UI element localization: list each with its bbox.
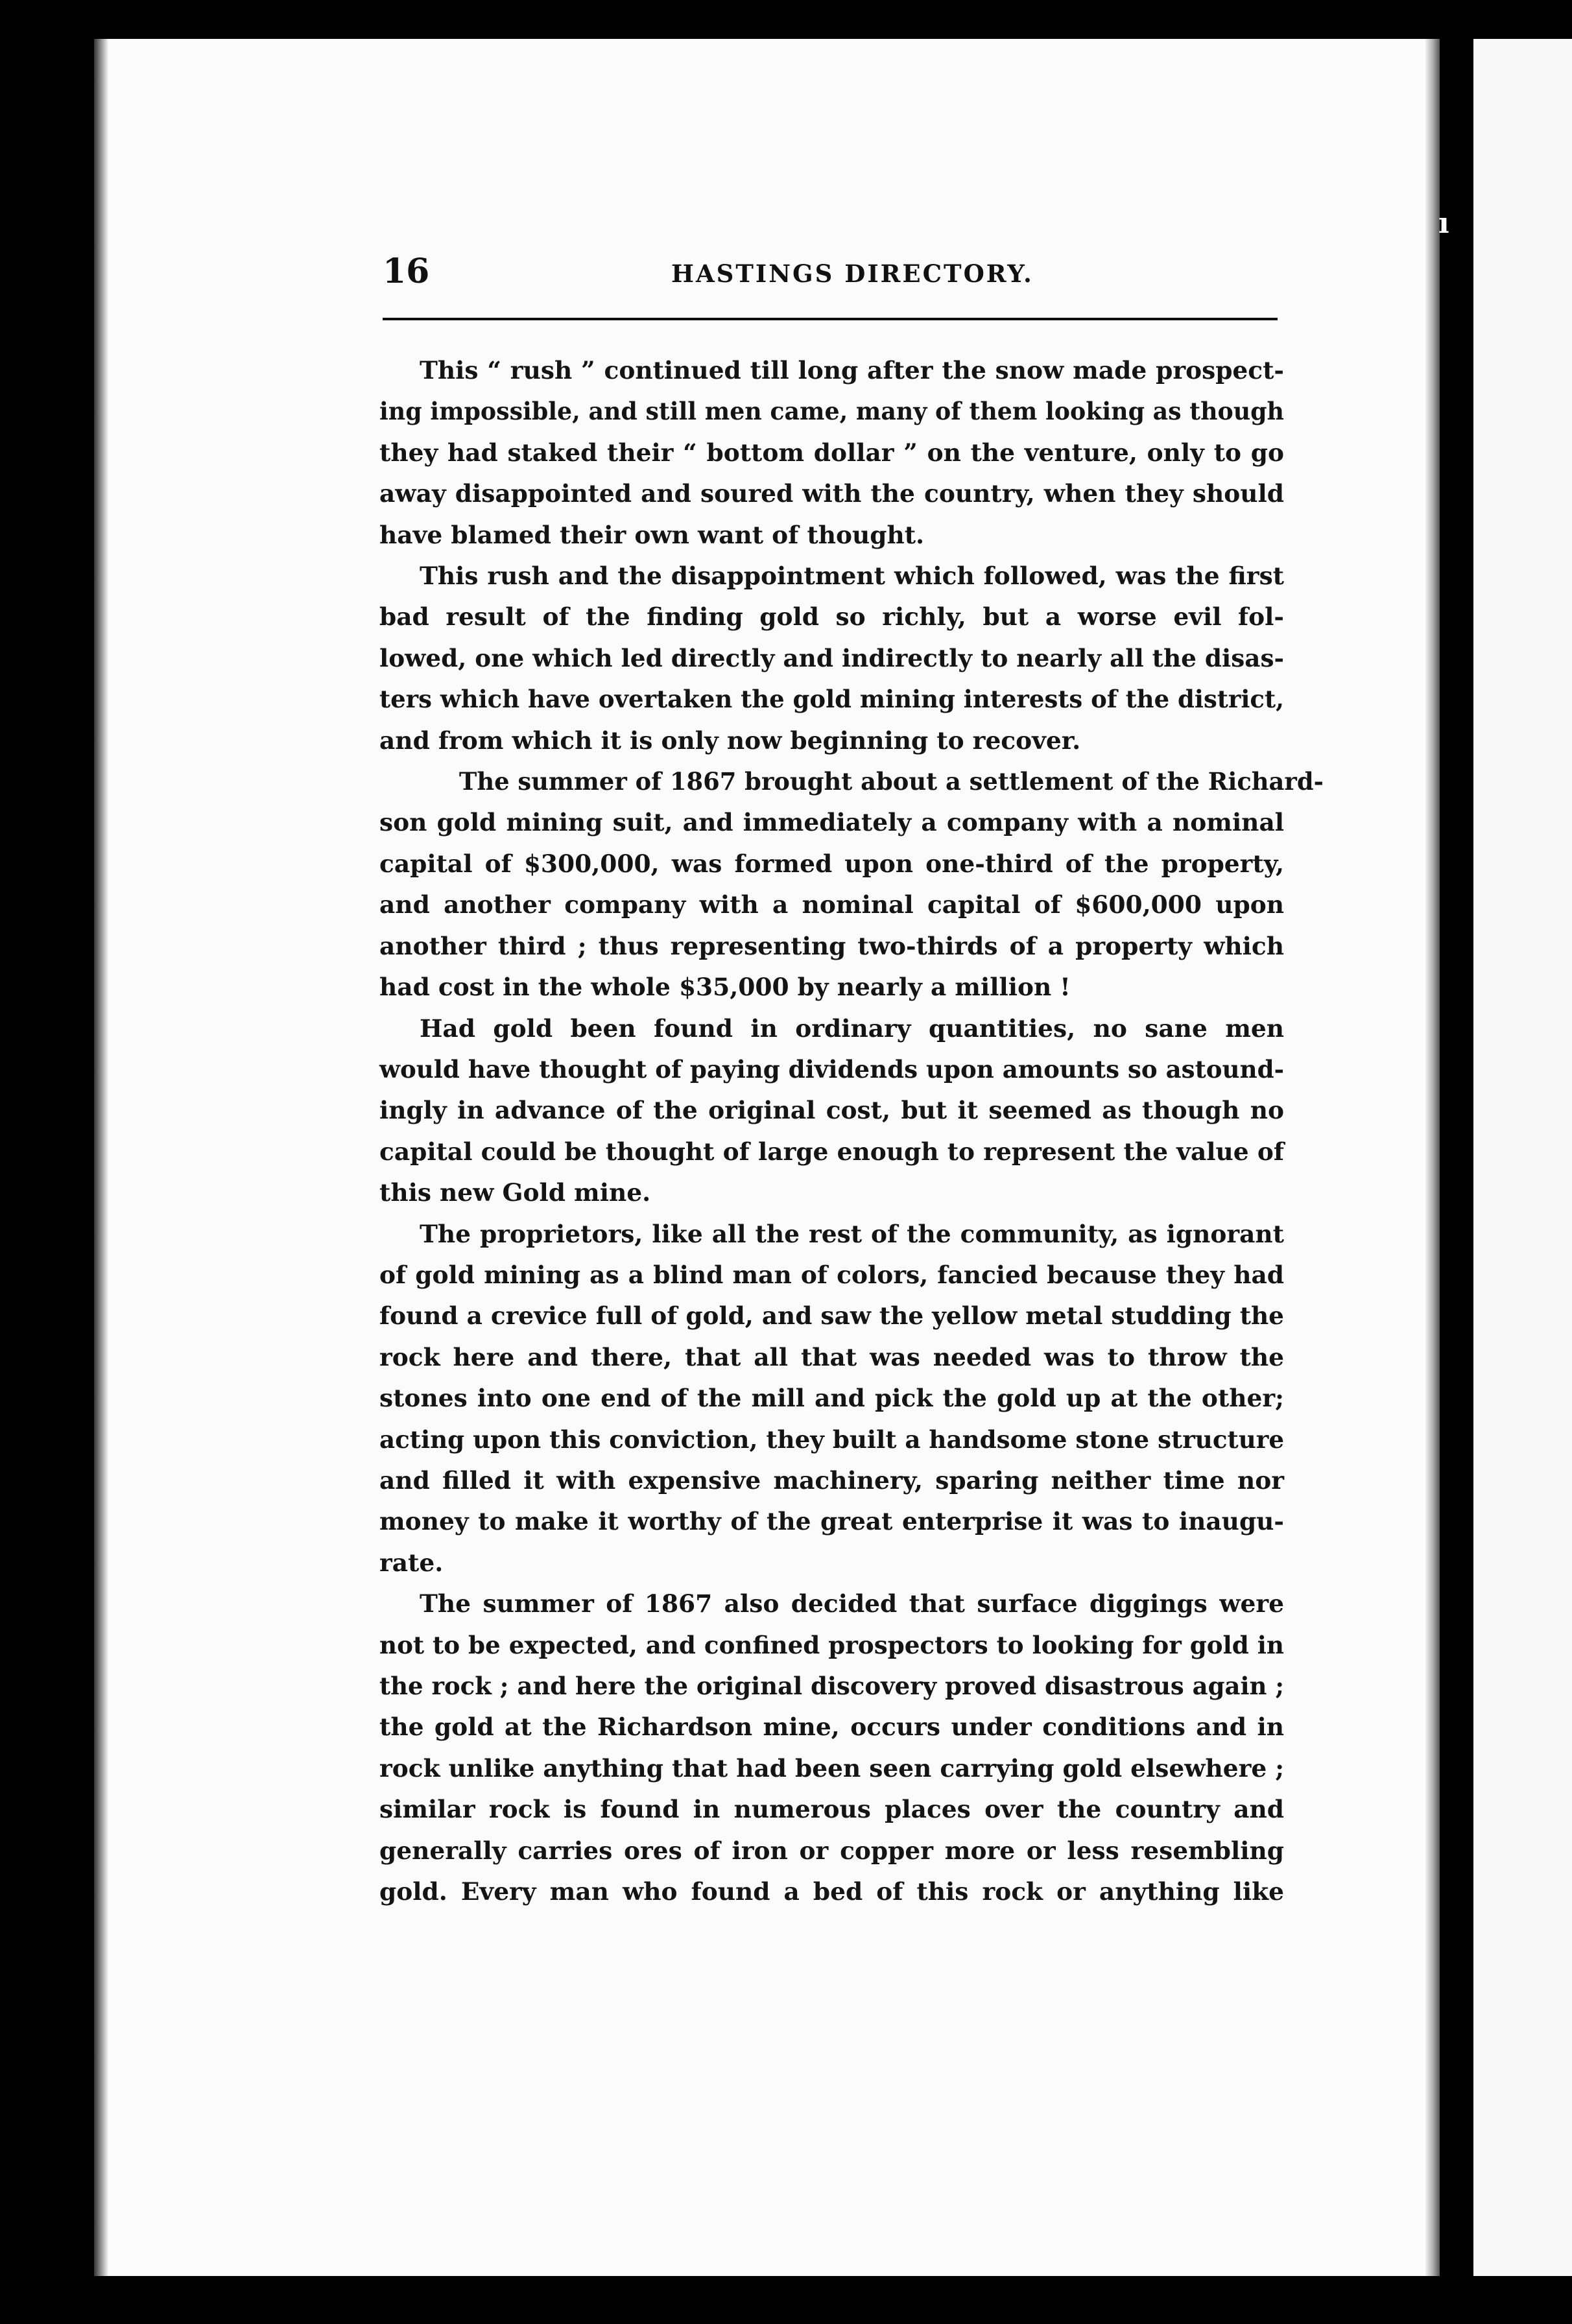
header-rule [383,318,1278,320]
text-line: son gold mining suit, and immediately a company with a nominal [379,808,1284,837]
body-text [379,350,1324,1912]
text-line: lowed, one which led directly and indirectly to nearly all the disas- [379,643,1285,672]
text-line: ing impossible, and still men came, many of them looking as though [379,397,1284,426]
text-line: would have thought of paying dividends upon amounts so astound- [379,1054,1285,1084]
text-line: capital could be thought of large enough to represent the value of [379,1137,1284,1166]
page-header [383,249,1278,294]
text-line: away disappointed and soured with the country, when they should [379,479,1284,508]
paragraph [379,1214,1284,1584]
text-line: not to be expected, and confined prospectors to looking for gold in [379,1630,1284,1659]
text-line: ters which have overtaken the gold mining interests of the district, [379,685,1284,714]
text-line: acting upon this conviction, they built a handsome stone structure [379,1425,1285,1454]
adjacent-page-mark: ı [1438,207,1449,240]
adjacent-page-strip [1473,39,1572,2276]
text-line: rock here and there, that all that was needed was to throw the [379,1342,1284,1371]
page-edge-shadow [1425,39,1440,2276]
text-line-last: had cost in the whole $35,000 by nearly a million ! [379,973,1071,1002]
paragraph [379,556,1284,761]
text-line: ingly in advance of the original cost, but it seemed as though no [379,1096,1284,1125]
text-line-last: rate. [379,1548,444,1577]
paragraph [379,761,1324,1008]
page-number: 16 [383,252,430,291]
text-line: The summer of 1867 also decided that surface diggings were [420,1589,1284,1618]
text-line: gold. Every man who found a bed of this rock or anything like [379,1877,1284,1906]
text-line: they had staked their “ bottom dollar ” on the venture, only to go [379,438,1284,467]
text-line: bad result of the finding gold so richly, but a worse evil fol- [379,602,1284,632]
text-line: another third ; thus representing two-thirds of a property which [379,931,1284,960]
text-line: This rush and the disappointment which followed, was the first [420,562,1284,591]
page-gutter-shadow [94,39,108,2276]
text-line: Had gold been found in ordinary quantities, no sane men [420,1014,1284,1043]
text-line: the rock ; and here the original discovery proved disastrous again ; [379,1672,1285,1700]
paragraph [379,1583,1284,1912]
text-line: money to make it worthy of the great enterprise it was to inaugu- [379,1507,1284,1536]
text-line: This “ rush ” continued till long after the snow made prospect- [420,356,1284,385]
text-line: rock unlike anything that had been seen carrying gold elsewhere ; [379,1753,1285,1783]
text-line: and another company with a nominal capital of $600,000 upon [379,890,1284,919]
text-line: the gold at the Richardson mine, occurs under conditions and in [379,1713,1284,1742]
text-line: and filled it with expensive machinery, sparing neither time nor [379,1465,1284,1495]
text-line: similar rock is found in numerous places over the country and [379,1795,1284,1824]
paragraph [379,1008,1284,1214]
text-line: found a crevice full of gold, and saw the yellow metal studding the [379,1301,1284,1331]
text-line: The summer of 1867 brought about a settlement of the Richard- [458,767,1324,796]
text-line-last: have blamed their own want of thought. [379,520,925,549]
text-line: of gold mining as a blind man of colors, fancied because they had [379,1260,1284,1289]
text-line-last: and from which it is only now beginning to recover. [379,726,1081,755]
running-title: HASTINGS DIRECTORY. [671,259,1034,288]
paragraph [379,350,1284,556]
text-line: stones into one end of the mill and pick the gold up at the other; [379,1384,1284,1413]
text-line: The proprietors, like all the rest of the community, as ignorant [420,1219,1284,1248]
text-line: generally carries ores of iron or copper more or less resembling [379,1836,1284,1865]
text-line: capital of $300,000, was formed upon one-third of the property, [379,849,1284,878]
text-line-last: this new Gold mine. [379,1178,651,1207]
